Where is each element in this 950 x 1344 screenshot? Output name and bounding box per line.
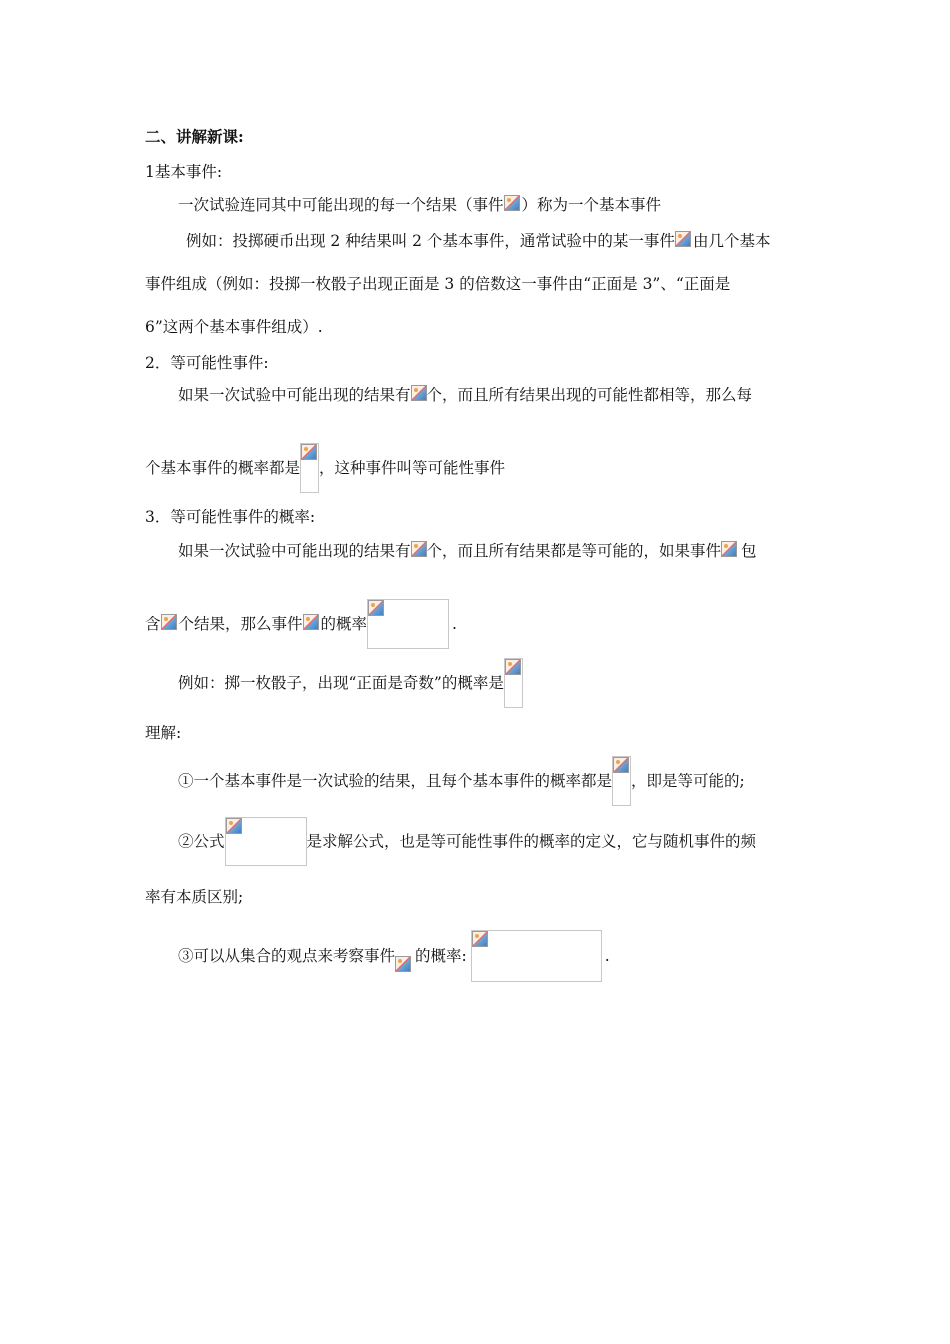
formula-image-icon xyxy=(411,541,427,561)
equal-probability-formula-line: 含 个结果，那么事件 的概率 . xyxy=(145,599,457,649)
probability-formula-image xyxy=(367,599,449,649)
understanding-item-2: ②公式 是求解公式，也是等可能性事件的概率的定义，它与随机事件的频 xyxy=(178,817,756,866)
formula-image-icon xyxy=(675,231,693,251)
formula-image-icon xyxy=(303,614,321,634)
formula-image-icon xyxy=(504,195,522,215)
section-heading: 二、讲解新课: xyxy=(145,127,244,146)
basic-event-example-end: 6”这两个基本事件组成）. xyxy=(145,318,323,336)
basic-event-example: 例如：投掷硬币出现 2 种结果叫 2 个基本事件，通常试验中的某一事件 由几个基本 xyxy=(186,232,771,250)
fraction-formula-image xyxy=(300,443,319,493)
probability-formula-image xyxy=(225,817,307,866)
basic-event-title: 1基本事件: xyxy=(145,163,223,181)
fraction-formula-image xyxy=(612,756,631,806)
equal-probability-title: 3．等可能性事件的概率: xyxy=(145,508,316,526)
set-probability-formula-image xyxy=(471,930,602,982)
equal-possibility-title: 2．等可能性事件: xyxy=(145,354,269,372)
understanding-item-3: ③可以从集合的观点来考察事件 的概率: . xyxy=(178,930,610,982)
equal-possibility-definition: 如果一次试验中可能出现的结果有 个，而且所有结果出现的可能性都相等，那么每 xyxy=(178,386,753,404)
dice-example: 例如：掷一枚骰子，出现“正面是奇数”的概率是 xyxy=(178,658,523,708)
formula-image-icon xyxy=(721,541,741,561)
basic-event-definition: 一次试验连同其中可能出现的每一个结果（事件 ）称为一个基本事件 xyxy=(178,196,662,214)
understanding-item-1: ①一个基本事件是一次试验的结果，且每个基本事件的概率都是 ，即是等可能的; xyxy=(178,756,745,806)
fraction-formula-image xyxy=(504,658,523,708)
formula-image-icon xyxy=(161,614,179,634)
understanding-item-2-cont: 率有本质区别; xyxy=(145,888,244,906)
basic-event-example-cont: 事件组成（例如：投掷一枚骰子出现正面是 3 的倍数这一事件由“正面是 3”、“正面是 xyxy=(145,275,731,293)
equal-possibility-probability: 个基本事件的概率都是 ，这种事件叫等可能性事件 xyxy=(145,443,505,493)
understanding-title: 理解: xyxy=(145,724,182,742)
equal-probability-definition: 如果一次试验中可能出现的结果有 个，而且所有结果都是等可能的，如果事件 包 xyxy=(178,542,757,560)
formula-image-icon xyxy=(395,939,415,973)
formula-image-icon xyxy=(411,385,427,405)
